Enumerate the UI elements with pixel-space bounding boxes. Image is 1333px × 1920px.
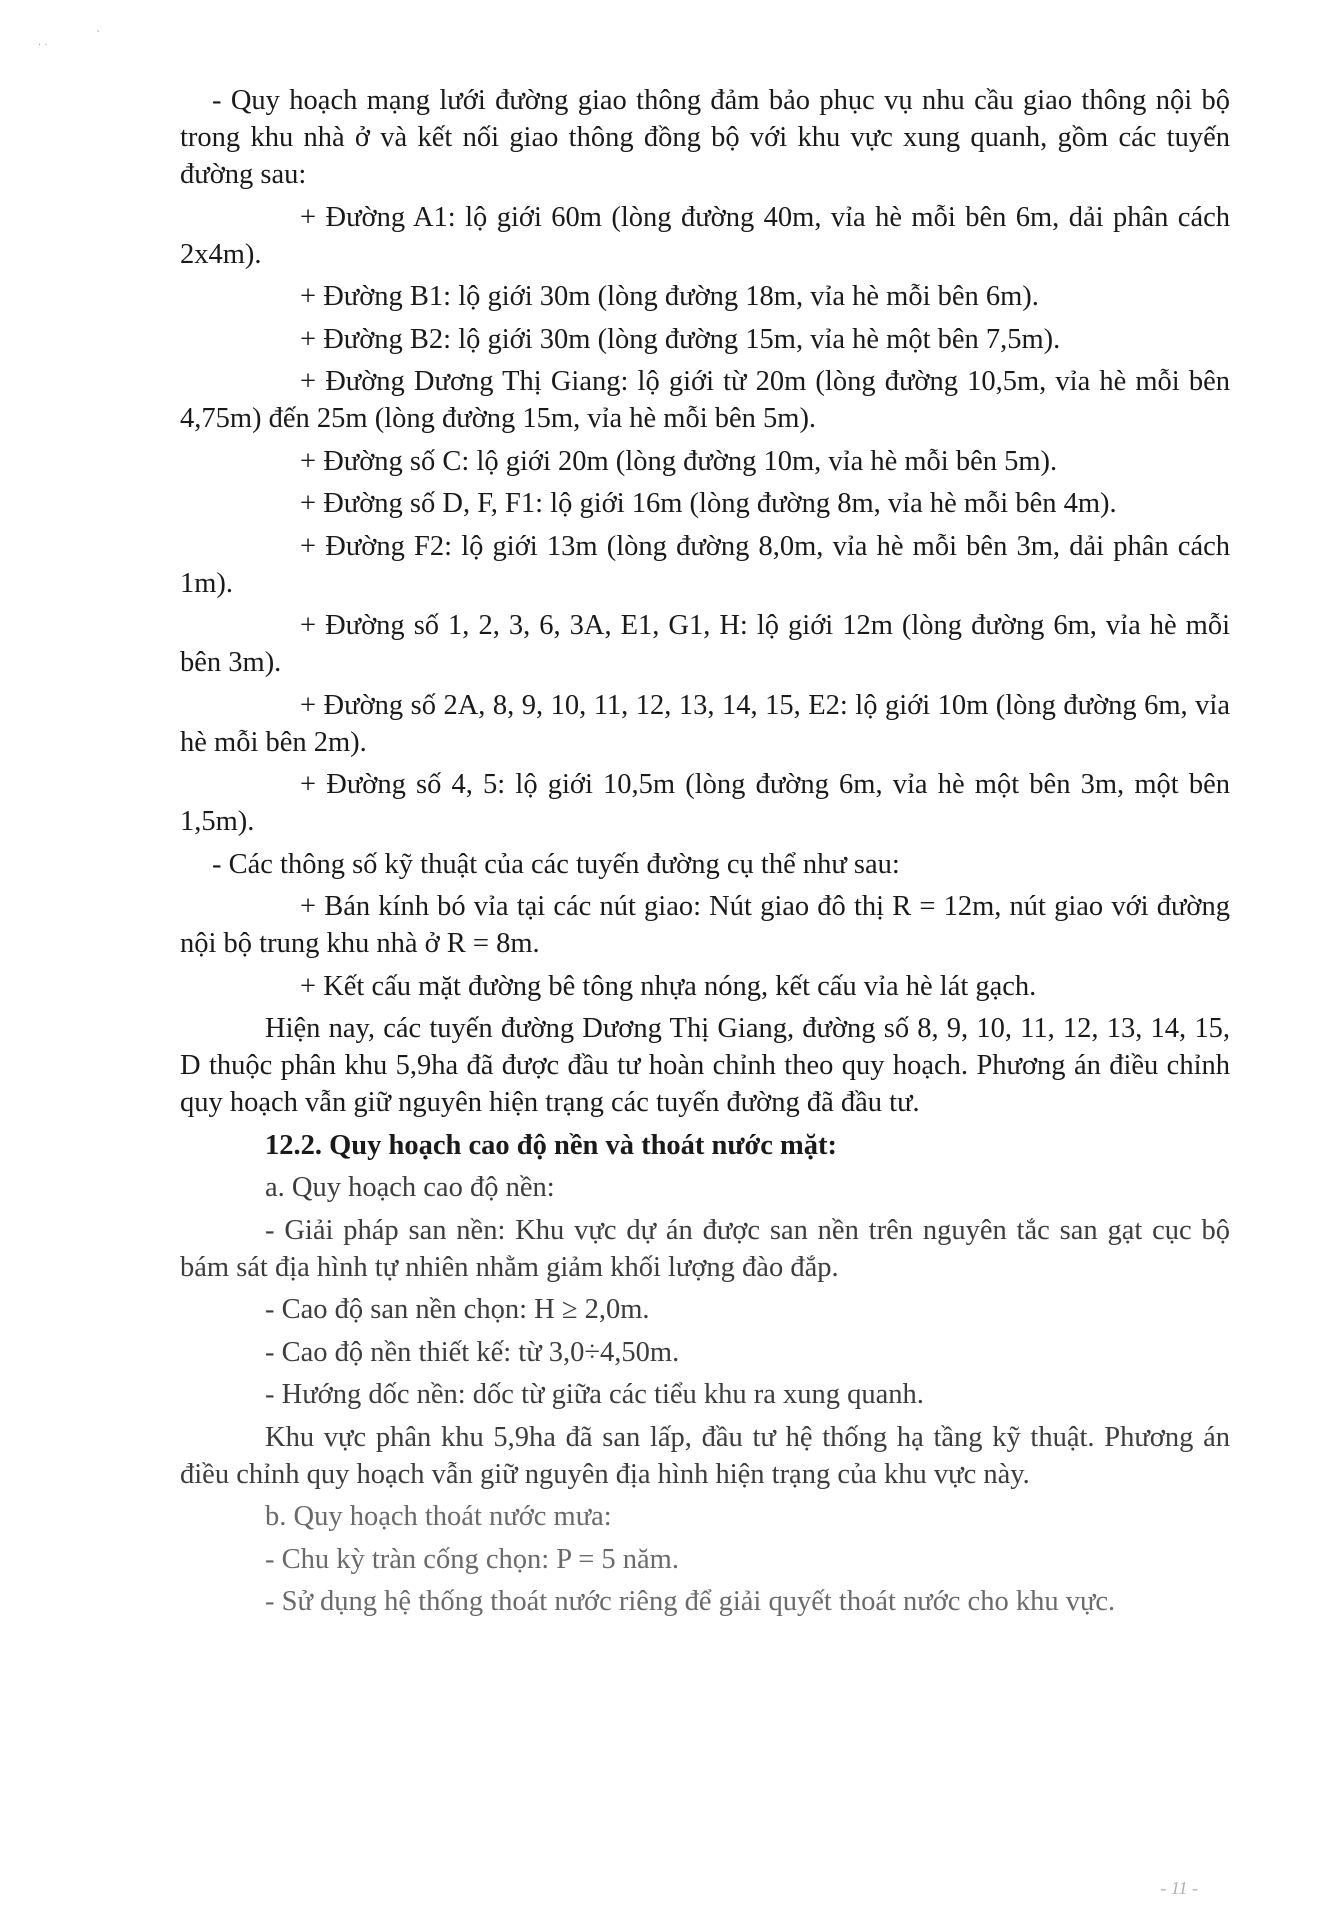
paragraph-current-status: Hiện nay, các tuyến đường Dương Thị Giang, đường số 8, 9, 10, 11, 12, 13, 14, 15, D thuộc phân khu 5,9ha đã được đầu tư hoàn chỉnh theo quy hoạch. Phương án điều chỉnh quy hoạch vẫn giữ nguyên hiện trạng các tuyến đường đã đầu tư. <box>180 1013 1230 1118</box>
road-item-d-f-f1: + Đường số D, F, F1: lộ giới 16m (lòng đường 8m, vỉa hè mỗi bên 4m). <box>300 488 1117 519</box>
paragraph-technical-params: - Các thông số kỹ thuật của các tuyến đường cụ thể như sau: <box>212 848 900 880</box>
subsection-b: b. Quy hoạch thoát nước mưa: <box>265 1501 612 1532</box>
road-item-b1: + Đường B1: lộ giới 30m (lòng đường 18m, vỉa hè mỗi bên 6m). <box>300 281 1039 312</box>
paragraph-leveling-height: - Cao độ san nền chọn: H ≥ 2,0m. <box>265 1294 650 1325</box>
scan-speck: ` <box>96 30 101 41</box>
road-item-12m: + Đường số 1, 2, 3, 6, 3A, E1, G1, H: lộ giới 12m (lòng đường 6m, vỉa hè mỗi bên 3m). <box>180 610 1230 678</box>
paragraph-overflow-cycle: - Chu kỳ tràn cống chọn: P = 5 năm. <box>265 1543 679 1575</box>
param-curb-radius: + Bán kính bó vỉa tại các nút giao: Nút giao đô thị R = 12m, nút giao với đường nội bộ trung khu nhà ở R = 8m. <box>180 891 1230 959</box>
paragraph-leveling-solution: - Giải pháp san nền: Khu vực dự án được san nền trên nguyên tắc san gạt cục bộ bám sát địa hình tự nhiên nhằm giảm khối lượng đào đắp. <box>180 1214 1230 1283</box>
scan-speck: · · <box>38 40 48 51</box>
road-item-4-5: + Đường số 4, 5: lộ giới 10,5m (lòng đường 6m, vỉa hè một bên 3m, một bên 1,5m). <box>180 769 1230 837</box>
road-item-10m: + Đường số 2A, 8, 9, 10, 11, 12, 13, 14, 15, E2: lộ giới 10m (lòng đường 6m, vỉa hè mỗi bên 2m). <box>180 689 1230 758</box>
paragraph-slope-direction: - Hướng dốc nền: dốc từ giữa các tiểu khu ra xung quanh. <box>265 1379 924 1410</box>
param-pavement-structure: + Kết cấu mặt đường bê tông nhựa nóng, kết cấu vỉa hè lát gạch. <box>300 970 1037 1002</box>
road-item-f2: + Đường F2: lộ giới 13m (lòng đường 8,0m, vỉa hè mỗi bên 3m, dải phân cách 1m). <box>180 530 1230 599</box>
paragraph-transport-network: - Quy hoạch mạng lưới đường giao thông đảm bảo phục vụ nhu cầu giao thông nội bộ trong khu nhà ở và kết nối giao thông đồng bộ với khu vực xung quanh, gồm các tuyến đường sau: <box>180 85 1230 190</box>
subsection-a: a. Quy hoạch cao độ nền: <box>265 1172 555 1203</box>
paragraph-design-height: - Cao độ nền thiết kế: từ 3,0÷4,50m. <box>265 1336 680 1368</box>
page-number: - 11 - <box>1160 1878 1198 1898</box>
road-item-b2: + Đường B2: lộ giới 30m (lòng đường 15m, vỉa hè một bên 7,5m). <box>300 323 1061 355</box>
paragraph-area-status: Khu vực phân khu 5,9ha đã san lấp, đầu tư hệ thống hạ tầng kỹ thuật. Phương án điều chỉnh quy hoạch vẫn giữ nguyên địa hình hiện trạng của khu vực này. <box>180 1421 1230 1490</box>
document-body <box>180 82 1230 1626</box>
paragraph-drainage-system: - Sử dụng hệ thống thoát nước riêng để giải quyết thoát nước cho khu vực. <box>265 1586 1116 1617</box>
road-item-a1: + Đường A1: lộ giới 60m (lòng đường 40m, vỉa hè mỗi bên 6m, dải phân cách 2x4m). <box>180 201 1230 270</box>
section-heading-12-2: 12.2. Quy hoạch cao độ nền và thoát nước mặt: <box>265 1129 838 1161</box>
road-item-c: + Đường số C: lộ giới 20m (lòng đường 10m, vỉa hè mỗi bên 5m). <box>300 445 1058 477</box>
road-item-duong-thi-giang: + Đường Dương Thị Giang: lộ giới từ 20m (lòng đường 10,5m, vỉa hè mỗi bên 4,75m) đến 25m (lòng đường 15m, vỉa hè mỗi bên 5m). <box>180 366 1230 434</box>
